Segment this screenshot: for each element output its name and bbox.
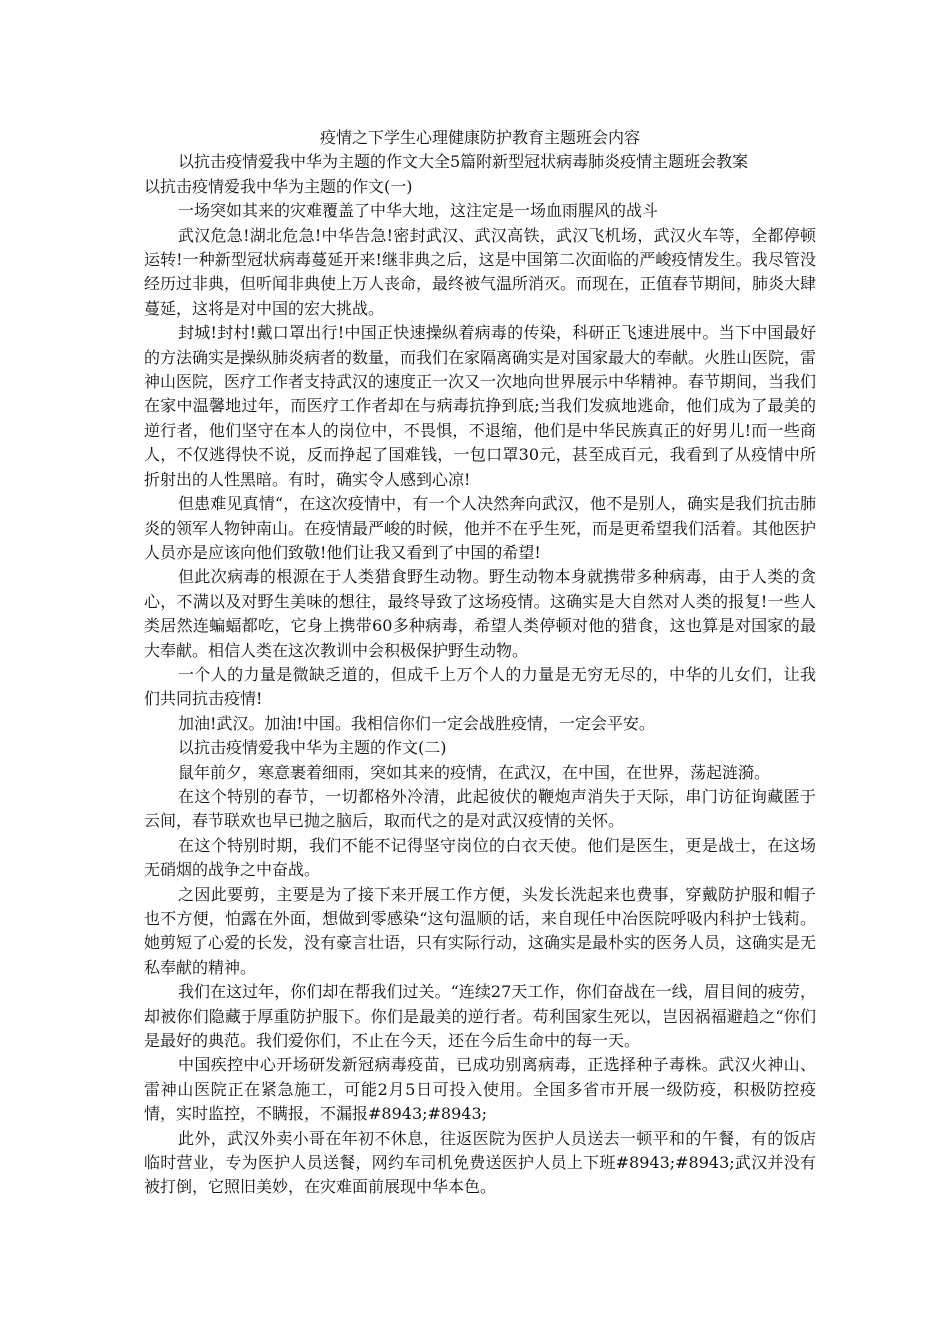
essay-1-paragraph: 但此次病毒的根源在于人类猎食野生动物。野生动物本身就携带多种病毒，由于人类的贪心，不满以及对野生美味的想往，最终导致了这场疫情。这确实是大自然对人类的报复!一些人类居然连蝙蝠都吃，它身上携带60多种病毒，希望人类停顿对他的猎食，这也算是对国家的最大奉献。相信人类在这次教训中会积极保护野生动物。 [144, 567, 816, 660]
essay-2-paragraph: 鼠年前夕，寒意裹着细雨，突如其来的疫情，在武汉，在中国，在世界，荡起涟漪。 [178, 762, 771, 782]
document-subtitle: 以抗击疫情爱我中华为主题的作文大全5篇附新型冠状病毒肺炎疫情主题班会教案 [178, 152, 749, 172]
essay-1-paragraph: 一场突如其来的灾难覆盖了中华大地，这注定是一场血雨腥风的战斗 [178, 201, 659, 221]
essay-1-paragraph: 武汉危急!湖北危急!中华告急!密封武汉、武汉高铁，武汉飞机场，武汉火车等，全都停顿运转!一种新型冠状病毒蔓延开来!继非典之后，这是中国第二次面临的严峻疫情发生。我尽管没经历过非典，但听闻非典使上万人丧命，最终被气温所消灭。而现在，正值春节期间，肺炎大肆蔓延，这将是对中国的宏大挑战。 [144, 225, 817, 318]
essay-1-paragraph: 封城!封村!戴口罩出行!中国正快速操纵着病毒的传染，科研正飞速进展中。当下中国最好的方法确实是操纵肺炎病者的数量，而我们在家隔离确实是对国家最大的奉献。火胜山医院，雷神山医院，医疗工作者支持武汉的速度正一次又一次地向世界展示中华精神。春节期间，当我们在家中温馨地过年，而医疗工作者却在与病毒抗挣到底;当我们发疯地逃命，他们成为了最美的逆行者，他们坚守在本人的岗位中，不畏惧，不退缩，他们是中华民族真正的好男儿!而一些商人，不仅逃得快不说，反而挣起了国难钱，一包口罩30元，甚至成百元，我看到了从疫情中所折射出的人性黑暗。有时，确实令人感到心凉! [144, 323, 817, 489]
document-title: 疫情之下学生心理健康防护教育主题班会内容 [319, 128, 640, 147]
essay-2-paragraph: 我们在这过年，你们却在帮我们过关。“连续27天工作，你们奋战在一线，眉目间的疲劳，却被你们隐藏于厚重防护服下。你们是最美的逆行者。苟利国家生死以，岂因祸福避趋之“你们是最好的典范。我们爱你们，不止在今天，还在今后生命中的每一天。 [144, 982, 816, 1051]
essay-2-paragraph: 中国疾控中心开场研发新冠病毒疫苗，已成功别离病毒，正选择种子毒株。武汉火神山、雷神山医院正在紧急施工，可能2月5日可投入使用。全国多省市开展一级防疫，积极防控疫情，实时监控，不瞒报，不漏报#8943;#8943; [144, 1055, 816, 1124]
essay-1-heading: 以抗击疫情爱我中华为主题的作文(一) [144, 176, 413, 196]
essay-2-paragraph: 在这个特别时期，我们不能不记得坚守岗位的白衣天使。他们是医生，更是战士，在这场无硝烟的战争之中奋战。 [144, 835, 816, 880]
essay-2-paragraph: 之因此要剪，主要是为了接下来开展工作方便，头发长洗起来也费事，穿戴防护服和帽子也不方便，怕露在外面，想做到零感染“这句温顺的话，来自现任中冶医院呼吸内科护士钱莉。她剪短了心爱的长发，没有豪言壮语，只有实际行动，这确实是最朴实的医务人员，这确实是无私奉献的精神。 [144, 884, 817, 977]
essay-1-paragraph: 但患难见真情“，在这次疫情中，有一个人决然奔向武汉，他不是别人，确实是我们抗击肺炎的领军人物钟南山。在疫情最严峻的时候，他并不在乎生死，而是更希望我们活着。其他医护人员亦是应该向他们致敬!他们让我又看到了中国的希望! [144, 494, 817, 562]
essay-2-paragraph: 此外，武汉外卖小哥在年初不休息，往返医院为医护人员送去一顿平和的午餐，有的饭店临时营业，专为医护人员送餐，网约车司机免费送医护人员上下班#8943;#8943;武汉并没有被打倒，它照旧美妙，在灾难面前展现中华本色。 [144, 1128, 816, 1197]
document-page [144, 126, 816, 1200]
essay-1-paragraph: 一个人的力量是微缺乏道的，但成千上万个人的力量是无穷无尽的，中华的儿女们，让我们共同抗击疫情! [144, 664, 816, 709]
essay-1-paragraph: 加油!武汉。加油!中国。我相信你们一定会战胜疫情，一定会平安。 [178, 713, 655, 733]
essay-2-heading: 以抗击疫情爱我中华为主题的作文(二) [178, 738, 447, 758]
essay-2-paragraph: 在这个特别的春节，一切都格外冷清，此起彼伏的鞭炮声消失于天际，串门访征询藏匿于云间，春节联欢也早已抛之脑后，取而代之的是对武汉疫情的关怀。 [144, 786, 816, 831]
